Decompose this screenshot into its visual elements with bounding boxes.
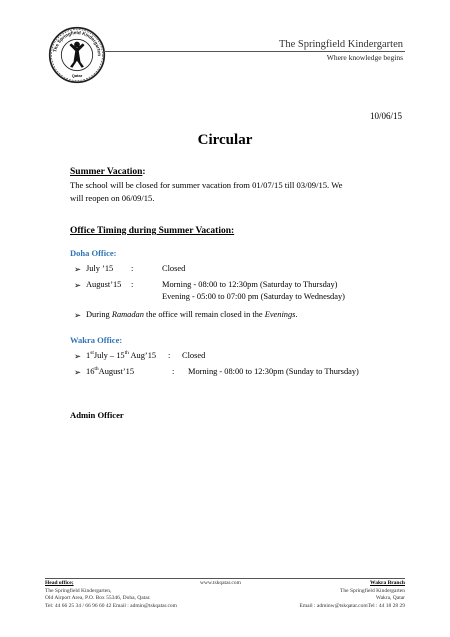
arrow-bullet-icon: ➢ (74, 368, 82, 377)
footer-wakra-title: Wakra Branch (370, 580, 405, 586)
wakra-closed-colon: : (168, 351, 171, 360)
wakra-closed-value: Closed (182, 351, 206, 360)
doha-july-label: July ’15 (86, 264, 114, 273)
doha-august-evening: Evening - 05:00 to 07:00 pm (Saturday to Wednesday) (162, 292, 345, 301)
wakra-august-hours: Morning - 08:00 to 12:30pm (Sunday to Thursday) (188, 367, 359, 376)
arrow-bullet-icon: ➢ (74, 352, 82, 361)
school-name: The Springfield Kindergarten (278, 39, 403, 50)
footer-divider (45, 578, 405, 579)
school-logo (48, 26, 106, 84)
logo-ring-text: The Springfield Kindergarten (52, 30, 102, 57)
page-title: Circular (197, 132, 253, 148)
doha-office-heading: Doha Office: (70, 248, 117, 258)
doha-july-colon: : (131, 264, 134, 273)
footer-website[interactable]: www.tskqatar.com (200, 580, 241, 586)
wakra-august-label: 16thAugust’15 (86, 366, 135, 376)
summer-vacation-text: The school will be closed for summer vacation from 01/07/15 till 03/09/15. We will reopen on 06/09/15. (70, 180, 343, 203)
circular-date: 10/06/15 (369, 111, 402, 121)
summer-vacation-heading: Summer Vacation: (70, 167, 146, 177)
wakra-closed-period: 1stJuly – 15th Aug’15 (86, 350, 157, 360)
tagline: Where knowledge begins (326, 53, 403, 62)
logo-bottom-text: Qatar (71, 73, 83, 79)
footer-wakra-branch: Wakra Branch The Springfield Kindergarten Wakra, Qatar Email : adminw@tskqatar.comTel : 44 18 28 29 (299, 580, 405, 609)
doha-august-label: August’15 (86, 280, 122, 289)
arrow-bullet-icon: ➢ (74, 281, 82, 290)
doha-august-morning: Morning - 08:00 to 12:30pm (Saturday to Thursday) (162, 280, 338, 289)
doha-ramadan-note: During Ramadan the office will remain closed in the Evenings. (86, 310, 298, 319)
doha-august-colon: : (131, 280, 134, 289)
wakra-office-heading: Wakra Office: (70, 335, 123, 345)
arrow-bullet-icon: ➢ (74, 265, 82, 274)
office-timing-heading: Office Timing during Summer Vacation: (70, 226, 235, 236)
arrow-bullet-icon: ➢ (74, 311, 82, 320)
footer-head-office-title: Head office; (45, 580, 74, 586)
doha-july-value: Closed (162, 264, 186, 273)
wakra-august-colon: : (172, 367, 175, 376)
footer-head-office: Head office; The Springfield Kindergarten, Old Airport Area, P.O. Box 55346, Doha, Qatar. Tel: 44 66 25 34 / 66 96 60 42 Email : admin@tskqatar.com (45, 580, 177, 609)
signature: Admin Officer (70, 410, 124, 420)
header-divider (104, 51, 405, 52)
